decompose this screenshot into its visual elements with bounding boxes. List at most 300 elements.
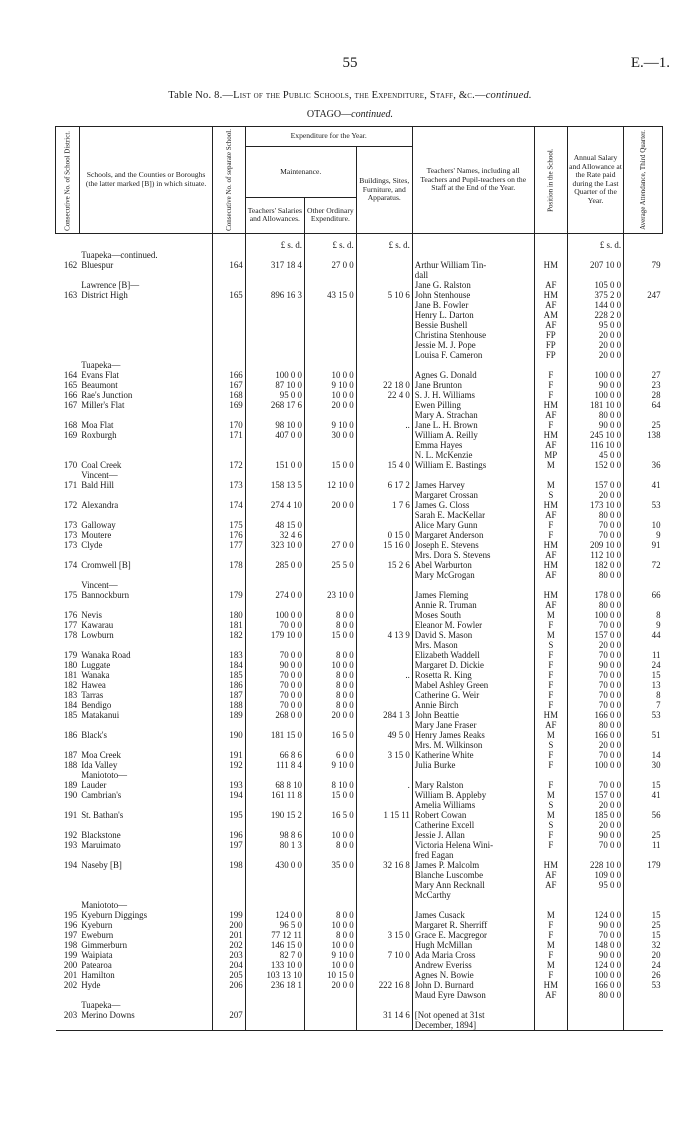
cell-attendance bbox=[624, 580, 663, 590]
cell-district-number bbox=[56, 470, 80, 480]
cell-school-name bbox=[79, 720, 213, 730]
cell-district-number: 198 bbox=[63, 939, 78, 950]
cell-school-name bbox=[79, 880, 213, 890]
header-position: Position in the School. bbox=[534, 127, 567, 234]
cell-other-expenditure bbox=[304, 890, 356, 900]
table-row bbox=[56, 540, 663, 550]
cell-teacher-name: Catherine G. Weir bbox=[412, 690, 534, 700]
cell-salaries: 90 0 0 bbox=[245, 660, 304, 670]
cell-position: M bbox=[534, 910, 567, 920]
cell-district-number: 177 bbox=[63, 619, 78, 630]
cell-attendance: 8 bbox=[624, 610, 663, 620]
cell-buildings: 7 10 0 bbox=[356, 950, 412, 960]
cell-school-name bbox=[79, 640, 213, 650]
cell-attendance: 14 bbox=[624, 750, 663, 760]
cell-annual-salary: 80 0 0 bbox=[568, 720, 624, 730]
cell-attendance bbox=[624, 820, 663, 830]
cell-teacher-name: Sarah E. MacKellar bbox=[412, 510, 534, 520]
cell-position: M bbox=[534, 940, 567, 950]
cell-salaries bbox=[245, 280, 304, 290]
cell-school-number: 177 bbox=[213, 540, 245, 550]
region-name: OTAGO— bbox=[306, 109, 352, 120]
cell-annual-salary: 182 0 0 bbox=[568, 560, 624, 570]
cell-district-number bbox=[56, 340, 80, 350]
cell-school-name: Cambrian's bbox=[81, 789, 122, 800]
cell-school-number bbox=[213, 280, 245, 290]
cell-salaries: 87 10 0 bbox=[245, 380, 304, 390]
cell-teacher-name: Mrs. M. Wilkinson bbox=[412, 740, 534, 750]
cell-other-expenditure bbox=[304, 440, 356, 450]
cell-salaries: 190 15 2 bbox=[245, 810, 304, 820]
cell-school-name: Coal Creek bbox=[81, 459, 122, 470]
cell-salaries bbox=[245, 310, 304, 320]
cell-teacher-name: Jane G. Ralston bbox=[412, 280, 534, 290]
cell-position: F bbox=[534, 420, 567, 430]
cell-school-number: 188 bbox=[213, 700, 245, 710]
cell-annual-salary bbox=[568, 890, 624, 900]
cell-annual-salary: 70 0 0 bbox=[568, 620, 624, 630]
table-row bbox=[56, 680, 663, 690]
cell-annual-salary: 70 0 0 bbox=[568, 680, 624, 690]
cell-salaries bbox=[245, 1010, 304, 1020]
schools-table bbox=[55, 126, 663, 1031]
cell-position bbox=[534, 250, 567, 260]
cell-school-number bbox=[213, 450, 245, 460]
cell-school-name: Kyeburn Diggings bbox=[81, 909, 148, 920]
cell-annual-salary: 116 10 0 bbox=[568, 440, 624, 450]
cell-annual-salary: 20 0 0 bbox=[568, 340, 624, 350]
cell-annual-salary: 112 10 0 bbox=[568, 550, 624, 560]
cell-teacher-name: William E. Bastings bbox=[412, 460, 534, 470]
cell-teacher-name: Mrs. Dora S. Stevens bbox=[412, 550, 534, 560]
cell-teacher-name: Grace E. Macgregor bbox=[412, 930, 534, 940]
cell-annual-salary: 70 0 0 bbox=[568, 930, 624, 940]
cell-attendance: 13 bbox=[624, 680, 663, 690]
cell-district-number bbox=[56, 570, 80, 580]
cell-annual-salary bbox=[568, 1010, 624, 1020]
table-row bbox=[56, 250, 663, 260]
cell-attendance: 91 bbox=[624, 540, 663, 550]
cell-annual-salary: 173 10 0 bbox=[568, 500, 624, 510]
cell-teacher-name: David S. Mason bbox=[412, 630, 534, 640]
cell-buildings: 15 16 0 bbox=[356, 540, 412, 550]
cell-other-expenditure: 20 0 0 bbox=[304, 710, 356, 720]
cell-annual-salary: 70 0 0 bbox=[568, 700, 624, 710]
cell-buildings: 49 5 0 bbox=[356, 730, 412, 740]
table-row bbox=[56, 920, 663, 930]
table-row bbox=[56, 350, 663, 360]
cell-other-expenditure: 8 0 0 bbox=[304, 680, 356, 690]
cell-buildings: 4 13 9 bbox=[356, 630, 412, 640]
table-row bbox=[56, 490, 663, 500]
cell-district-number: 174 bbox=[63, 559, 78, 570]
cell-school-number: 206 bbox=[213, 980, 245, 990]
cell-buildings bbox=[356, 570, 412, 580]
cell-annual-salary: 90 0 0 bbox=[568, 420, 624, 430]
cell-salaries bbox=[245, 1020, 304, 1031]
cell-buildings: 15 4 0 bbox=[356, 460, 412, 470]
cell-attendance: 25 bbox=[624, 920, 663, 930]
cell-district-number: 200 bbox=[63, 959, 78, 970]
cell-other-expenditure bbox=[304, 410, 356, 420]
cell-school-number: 190 bbox=[213, 730, 245, 740]
table-row bbox=[56, 800, 663, 810]
cell-school-name: Luggate bbox=[81, 659, 111, 670]
cell-position: AF bbox=[534, 550, 567, 560]
cell-teacher-name: Robert Cowan bbox=[412, 810, 534, 820]
cell-school-name: Bluespur bbox=[81, 259, 114, 270]
cell-school-name: Blackstone bbox=[81, 829, 121, 840]
table-row bbox=[56, 1010, 663, 1020]
cell-position: AM bbox=[534, 310, 567, 320]
cell-school-number: 178 bbox=[213, 560, 245, 570]
table-row bbox=[56, 430, 663, 440]
table-row bbox=[56, 740, 663, 750]
cell-teacher-name: Hugh McMillan bbox=[412, 940, 534, 950]
cell-school-name: Waipiata bbox=[81, 949, 113, 960]
cell-school-number bbox=[213, 880, 245, 890]
cell-salaries bbox=[245, 470, 304, 480]
cell-teacher-name: Louisa F. Cameron bbox=[412, 350, 534, 360]
cell-teacher-name: Abel Warburton bbox=[412, 560, 534, 570]
cell-other-expenditure: 12 10 0 bbox=[304, 480, 356, 490]
table-row bbox=[56, 630, 663, 640]
cell-teacher-name: Moses South bbox=[412, 610, 534, 620]
cell-buildings bbox=[356, 440, 412, 450]
cell-school-name: Bannockburn bbox=[81, 589, 130, 600]
cell-district-number: 167 bbox=[63, 399, 78, 410]
cell-school-name bbox=[79, 550, 213, 560]
cell-annual-salary: 105 0 0 bbox=[568, 280, 624, 290]
cell-annual-salary bbox=[568, 470, 624, 480]
cell-position: M bbox=[534, 960, 567, 970]
table-row bbox=[56, 900, 663, 910]
cell-attendance bbox=[624, 720, 663, 730]
cell-other-expenditure bbox=[304, 600, 356, 610]
cell-school-number: 168 bbox=[213, 390, 245, 400]
cell-salaries bbox=[245, 330, 304, 340]
cell-teacher-name: Arthur William Tin- bbox=[412, 260, 534, 270]
table-row bbox=[56, 470, 663, 480]
cell-buildings bbox=[356, 820, 412, 830]
cell-salaries: 179 10 0 bbox=[245, 630, 304, 640]
cell-district-number bbox=[56, 990, 80, 1000]
cell-school-name: Cromwell [B] bbox=[81, 559, 131, 570]
cell-school-name bbox=[79, 570, 213, 580]
cell-annual-salary: 181 10 0 bbox=[568, 400, 624, 410]
cell-annual-salary: 100 0 0 bbox=[568, 370, 624, 380]
cell-school-name bbox=[79, 233, 213, 250]
cell-attendance bbox=[624, 900, 663, 910]
cell-school-number: 167 bbox=[213, 380, 245, 390]
cell-position bbox=[534, 580, 567, 590]
cell-buildings bbox=[356, 320, 412, 330]
cell-annual-salary: 20 0 0 bbox=[568, 800, 624, 810]
cell-teacher-name bbox=[412, 233, 534, 250]
cell-other-expenditure bbox=[304, 740, 356, 750]
cell-teacher-name: Katherine White bbox=[412, 750, 534, 760]
table-row bbox=[56, 480, 663, 490]
cell-other-expenditure bbox=[304, 550, 356, 560]
cell-school-name: Black's bbox=[81, 729, 107, 740]
table-row bbox=[56, 960, 663, 970]
cell-district-number: 164 bbox=[63, 369, 78, 380]
cell-district-number: 193 bbox=[63, 839, 78, 850]
cell-salaries bbox=[245, 890, 304, 900]
cell-annual-salary: 90 0 0 bbox=[568, 920, 624, 930]
cell-school-name: Tuapeka— bbox=[81, 999, 121, 1010]
cell-district-number: 170 bbox=[63, 459, 78, 470]
table-title bbox=[0, 90, 700, 101]
cell-position bbox=[534, 1010, 567, 1020]
cell-school-number bbox=[213, 870, 245, 880]
cell-district-number: 197 bbox=[63, 929, 78, 940]
cell-school-number bbox=[213, 250, 245, 260]
cell-school-number: 196 bbox=[213, 830, 245, 840]
cell-attendance bbox=[624, 360, 663, 370]
cell-attendance: 53 bbox=[624, 500, 663, 510]
cell-teacher-name: Annie R. Truman bbox=[412, 600, 534, 610]
cell-district-number: 196 bbox=[63, 919, 78, 930]
cell-attendance: 20 bbox=[624, 950, 663, 960]
cell-school-number: 185 bbox=[213, 670, 245, 680]
cell-attendance: 15 bbox=[624, 930, 663, 940]
cell-buildings bbox=[356, 590, 412, 600]
cell-district-number: 194 bbox=[63, 859, 78, 870]
header-buildings: Buildings, Sites, Furniture, and Apparatus. bbox=[356, 147, 412, 234]
cell-annual-salary: 90 0 0 bbox=[568, 380, 624, 390]
cell-salaries: 98 8 6 bbox=[245, 830, 304, 840]
cell-other-expenditure: 9 10 0 bbox=[304, 950, 356, 960]
cell-buildings bbox=[356, 690, 412, 700]
cell-annual-salary: 166 0 0 bbox=[568, 710, 624, 720]
cell-school-name bbox=[79, 510, 213, 520]
cell-position: AF bbox=[534, 870, 567, 880]
cell-district-number bbox=[56, 850, 80, 860]
cell-annual-salary: 20 0 0 bbox=[568, 350, 624, 360]
cell-position: AF bbox=[534, 880, 567, 890]
cell-salaries: 181 15 0 bbox=[245, 730, 304, 740]
cell-school-number: 164 bbox=[213, 260, 245, 270]
cell-position: F bbox=[534, 760, 567, 770]
cell-school-name: Rae's Junction bbox=[81, 389, 133, 400]
cell-attendance: 72 bbox=[624, 560, 663, 570]
table-row bbox=[56, 590, 663, 600]
table-row bbox=[56, 580, 663, 590]
cell-attendance: 51 bbox=[624, 730, 663, 740]
table-row bbox=[56, 760, 663, 770]
table-row bbox=[56, 720, 663, 730]
cell-buildings bbox=[356, 660, 412, 670]
table-row bbox=[56, 530, 663, 540]
page-number: 55 bbox=[342, 55, 358, 71]
cell-other-expenditure: 15 0 0 bbox=[304, 630, 356, 640]
cell-buildings: 3 15 0 bbox=[356, 930, 412, 940]
cell-school-number: 180 bbox=[213, 610, 245, 620]
cell-other-expenditure: 10 0 0 bbox=[304, 940, 356, 950]
cell-attendance: 9 bbox=[624, 530, 663, 540]
cell-school-number: 199 bbox=[213, 910, 245, 920]
cell-attendance bbox=[624, 1020, 663, 1031]
cell-other-expenditure bbox=[304, 310, 356, 320]
cell-buildings bbox=[356, 600, 412, 610]
cell-attendance: 66 bbox=[624, 590, 663, 600]
cell-school-number bbox=[213, 800, 245, 810]
table-row bbox=[56, 890, 663, 900]
cell-position: AF bbox=[534, 510, 567, 520]
cell-annual-salary bbox=[568, 1020, 624, 1031]
table-row bbox=[56, 940, 663, 950]
cell-position: F bbox=[534, 370, 567, 380]
cell-district-number bbox=[56, 270, 80, 280]
cell-school-number: 175 bbox=[213, 520, 245, 530]
region-suffix: continued. bbox=[351, 109, 394, 120]
cell-position: S bbox=[534, 800, 567, 810]
cell-buildings bbox=[356, 250, 412, 260]
cell-district-number bbox=[56, 410, 80, 420]
cell-district-number bbox=[56, 900, 80, 910]
cell-buildings bbox=[356, 300, 412, 310]
cell-school-number: 182 bbox=[213, 630, 245, 640]
cell-position: FP bbox=[534, 330, 567, 340]
cell-annual-salary: 80 0 0 bbox=[568, 600, 624, 610]
cell-school-name: Maniototo— bbox=[81, 899, 128, 910]
cell-attendance bbox=[624, 510, 663, 520]
cell-teacher-name: Annie Birch bbox=[412, 700, 534, 710]
cell-district-number: 185 bbox=[63, 709, 78, 720]
cell-buildings bbox=[356, 830, 412, 840]
cell-position: AF bbox=[534, 280, 567, 290]
cell-school-name bbox=[79, 600, 213, 610]
cell-other-expenditure: 20 0 0 bbox=[304, 500, 356, 510]
cell-annual-salary bbox=[568, 360, 624, 370]
cell-school-number: 166 bbox=[213, 370, 245, 380]
cell-other-expenditure bbox=[304, 770, 356, 780]
cell-attendance: 24 bbox=[624, 960, 663, 970]
cell-buildings bbox=[356, 800, 412, 810]
cell-position: HM bbox=[534, 260, 567, 270]
cell-school-name: Maruimato bbox=[81, 839, 121, 850]
cell-school-name bbox=[79, 1020, 213, 1031]
cell-school-number bbox=[213, 470, 245, 480]
table-row bbox=[56, 770, 663, 780]
cell-district-number: 168 bbox=[63, 419, 78, 430]
cell-annual-salary: 20 0 0 bbox=[568, 820, 624, 830]
table-row bbox=[56, 910, 663, 920]
cell-district-number: 180 bbox=[63, 659, 78, 670]
cell-salaries: 80 1 3 bbox=[245, 840, 304, 850]
header-attendance: Average Attendance, Third Quarter. bbox=[624, 127, 663, 234]
cell-other-expenditure bbox=[304, 360, 356, 370]
cell-salaries: 48 15 0 bbox=[245, 520, 304, 530]
cell-position: M bbox=[534, 610, 567, 620]
cell-salaries: 430 0 0 bbox=[245, 860, 304, 870]
cell-position: HM bbox=[534, 540, 567, 550]
cell-position: F bbox=[534, 650, 567, 660]
cell-other-expenditure bbox=[304, 490, 356, 500]
cell-position bbox=[534, 770, 567, 780]
cell-other-expenditure bbox=[304, 800, 356, 810]
cell-teacher-name: John D. Burnard bbox=[412, 980, 534, 990]
cell-position: F bbox=[534, 380, 567, 390]
cell-annual-salary: 375 2 0 bbox=[568, 290, 624, 300]
cell-other-expenditure bbox=[304, 1010, 356, 1020]
cell-salaries bbox=[245, 990, 304, 1000]
cell-salaries bbox=[245, 740, 304, 750]
cell-salaries: 70 0 0 bbox=[245, 620, 304, 630]
cell-district-number bbox=[56, 280, 80, 290]
cell-school-number: 204 bbox=[213, 960, 245, 970]
table-row bbox=[56, 450, 663, 460]
cell-buildings bbox=[356, 960, 412, 970]
cell-teacher-name: Mary Ann Recknall bbox=[412, 880, 534, 890]
cell-buildings bbox=[356, 580, 412, 590]
cell-salaries: 158 13 5 bbox=[245, 480, 304, 490]
cell-other-expenditure bbox=[304, 510, 356, 520]
cell-salaries bbox=[245, 1000, 304, 1010]
cell-position: M bbox=[534, 460, 567, 470]
cell-attendance bbox=[624, 600, 663, 610]
cell-school-number bbox=[213, 770, 245, 780]
cell-attendance bbox=[624, 350, 663, 360]
table-row bbox=[56, 370, 663, 380]
cell-buildings bbox=[356, 350, 412, 360]
cell-buildings: 31 14 6 bbox=[356, 1010, 412, 1020]
cell-salaries: 274 4 10 bbox=[245, 500, 304, 510]
cell-salaries: 96 5 0 bbox=[245, 920, 304, 930]
cell-district-number bbox=[56, 640, 80, 650]
table-row bbox=[56, 780, 663, 790]
cell-district-number bbox=[56, 450, 80, 460]
cell-attendance bbox=[624, 233, 663, 250]
cell-school-name: Clyde bbox=[81, 539, 103, 550]
cell-school-name: Kawarau bbox=[81, 619, 114, 630]
table-row bbox=[56, 233, 663, 250]
cell-buildings bbox=[356, 760, 412, 770]
table-row bbox=[56, 650, 663, 660]
cell-buildings bbox=[356, 340, 412, 350]
cell-annual-salary: 20 0 0 bbox=[568, 640, 624, 650]
cell-buildings: . bbox=[356, 780, 412, 790]
cell-salaries bbox=[245, 850, 304, 860]
cell-buildings bbox=[356, 270, 412, 280]
cell-school-name: Lowburn bbox=[81, 629, 114, 640]
cell-school-number: 179 bbox=[213, 590, 245, 600]
cell-salaries bbox=[245, 820, 304, 830]
cell-school-name bbox=[79, 310, 213, 320]
cell-annual-salary bbox=[568, 900, 624, 910]
cell-district-number bbox=[56, 310, 80, 320]
cell-buildings bbox=[356, 900, 412, 910]
cell-other-expenditure: 10 0 0 bbox=[304, 920, 356, 930]
table-row bbox=[56, 570, 663, 580]
cell-teacher-name: Blanche Luscombe bbox=[412, 870, 534, 880]
cell-teacher-name: Mary McGrogan bbox=[412, 570, 534, 580]
cell-attendance: 15 bbox=[624, 910, 663, 920]
cell-other-expenditure bbox=[304, 250, 356, 260]
cell-salaries: 124 0 0 bbox=[245, 910, 304, 920]
cell-school-name bbox=[79, 890, 213, 900]
cell-school-number: 194 bbox=[213, 790, 245, 800]
cell-other-expenditure: 10 0 0 bbox=[304, 660, 356, 670]
cell-district-number bbox=[56, 320, 80, 330]
cell-salaries bbox=[245, 600, 304, 610]
cell-teacher-name: Victoria Helena Wini- bbox=[412, 840, 534, 850]
cell-buildings: 222 16 8 bbox=[356, 980, 412, 990]
cell-teacher-name: James Harvey bbox=[412, 480, 534, 490]
cell-annual-salary: 157 0 0 bbox=[568, 630, 624, 640]
cell-school-name bbox=[79, 740, 213, 750]
